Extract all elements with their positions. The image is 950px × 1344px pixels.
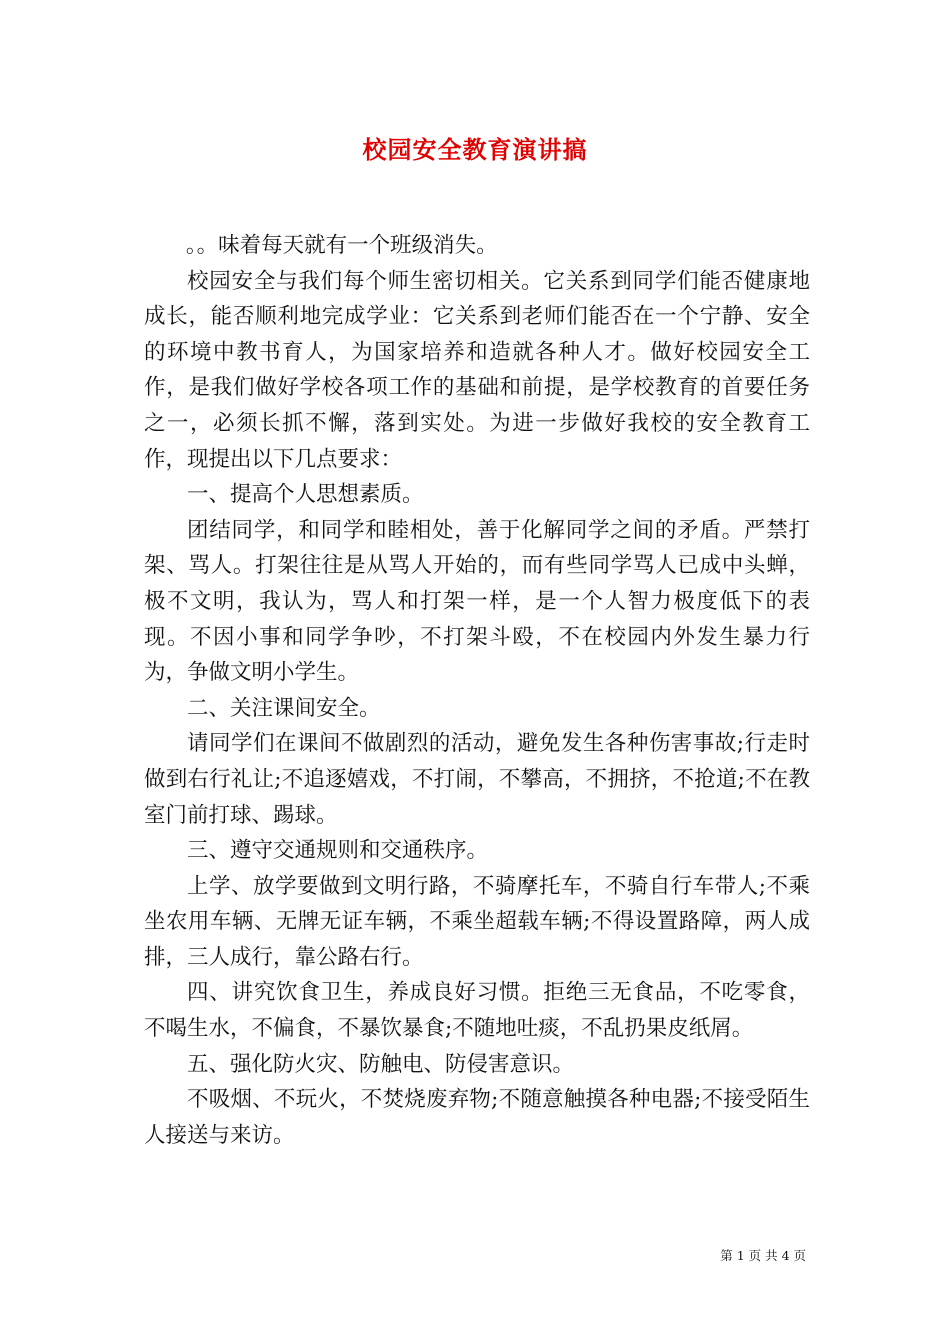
document-title: 校园安全教育演讲搞: [362, 135, 588, 164]
paragraph-point-5: 不吸烟、不玩火，不焚烧废弃物;不随意触摸各种电器;不接受陌生人接送与来访。: [144, 1087, 810, 1148]
paragraph-point-3: 上学、放学要做到文明行路，不骑摩托车，不骑自行车带人;不乘坐农用车辆、无牌无证车辆，不乘坐超载车辆;不得设置路障，两人成排，三人成行，靠公路右行。: [144, 873, 810, 970]
heading-point-5: 五、强化防火灾、防触电、防侵害意识。: [187, 1051, 575, 1077]
page-number-footer: 第 1 页 共 4 页: [720, 1248, 806, 1263]
paragraph-point-1: 团结同学，和同学和睦相处，善于化解同学之间的矛盾。严禁打架、骂人。打架往往是从骂人开始的，而有些同学骂人已成中头蝉，极不文明，我认为，骂人和打架一样，是一个人智力极度低下的表现。不因小事和同学争吵，不打架斗殴，不在校园内外发生暴力行为，争做文明小学生。: [144, 517, 810, 686]
heading-point-2: 二、关注课间安全。: [187, 695, 381, 721]
document-body: [144, 228, 810, 1153]
paragraph-point-4: 四、讲究饮食卫生，养成良好习惯。拒绝三无食品，不吃零食，不喝生水，不偏食，不暴饮暴食;不随地吐痰，不乱扔果皮纸屑。: [144, 980, 810, 1042]
heading-point-3: 三、遵守交通规则和交通秩序。: [187, 838, 489, 864]
paragraph-campus-safety: 校园安全与我们每个师生密切相关。它关系到同学们能否健康地成长，能否顺利地完成学业：它关系到老师们能否在一个宁静、安全的环境中教书育人，为国家培养和造就各种人才。做好校园安全工作，是我们做好学校各项工作的基础和前提，是学校教育的首要任务之一，必须长抓不懈，落到实处。为进一步做好我校的安全教育工作，现提出以下几点要求：: [144, 268, 810, 472]
paragraph-intro: 。。味着每天就有一个班级消失。: [185, 233, 498, 258]
paragraph-point-2: 请同学们在课间不做剧烈的活动，避免发生各种伤害事故;行走时做到右行礼让;不追逐嬉戏，不打闹，不攀高，不拥挤，不抢道;不在教室门前打球、踢球。: [144, 731, 810, 828]
heading-point-1: 一、提高个人思想素质。: [187, 482, 424, 508]
